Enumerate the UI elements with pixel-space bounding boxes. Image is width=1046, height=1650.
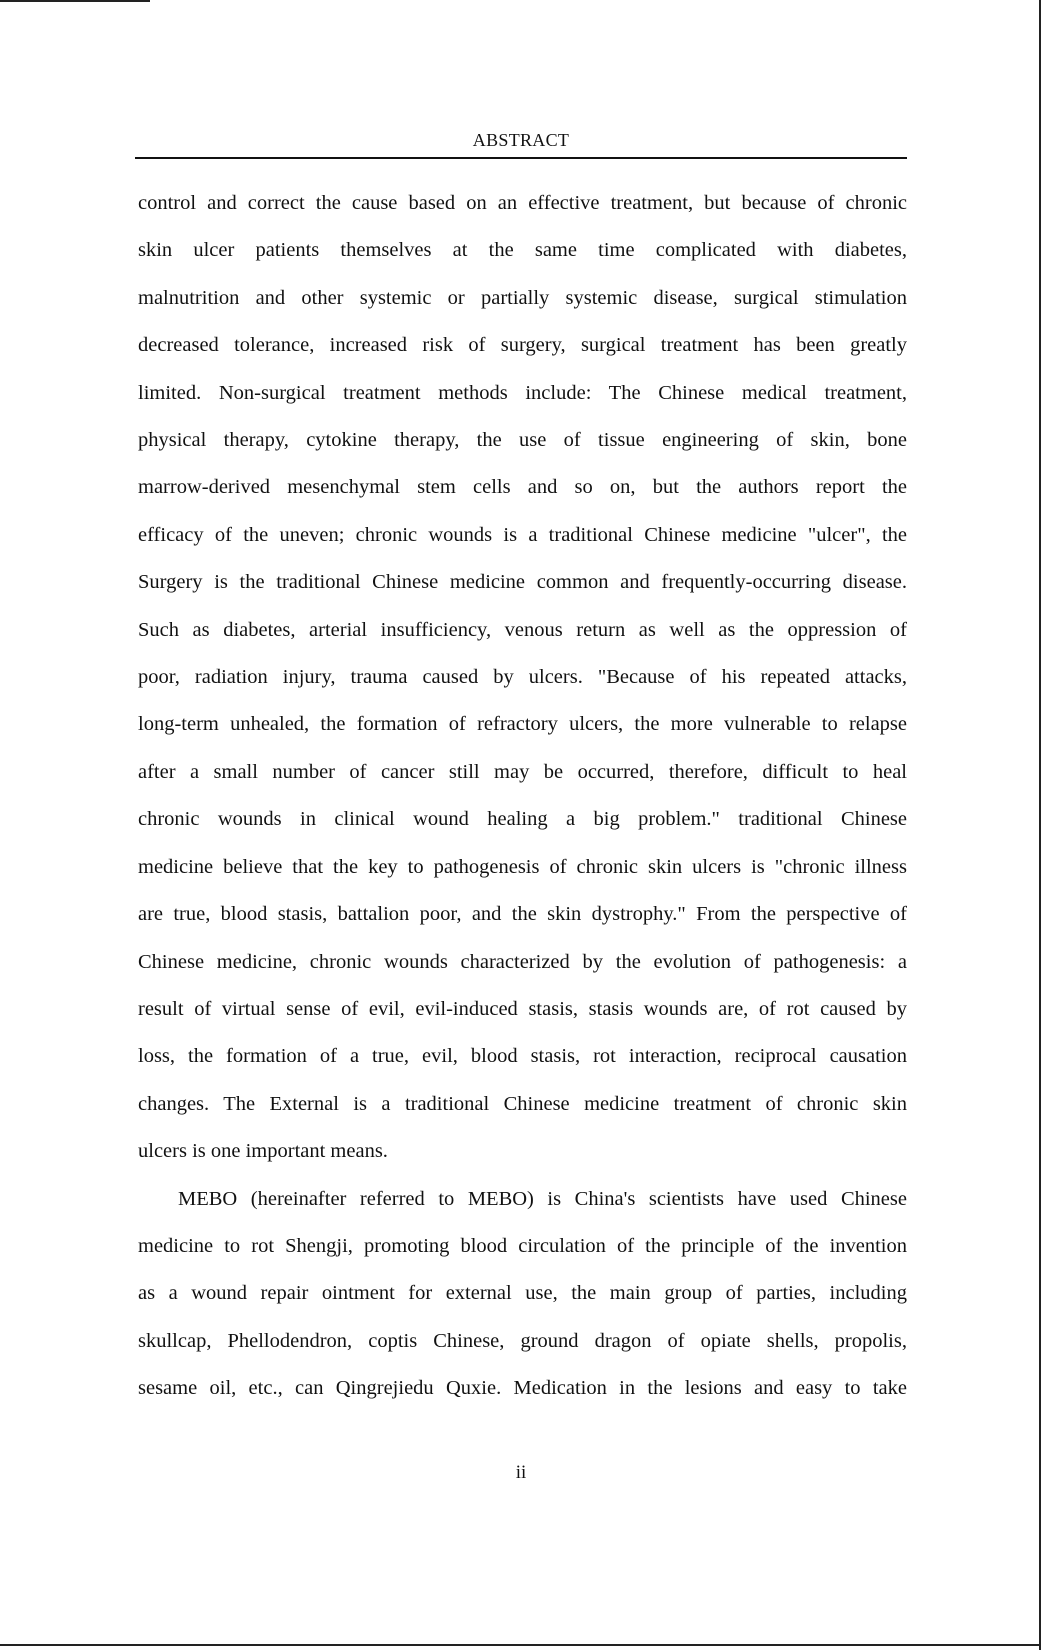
text-line: malnutrition and other systemic or partially systemic disease, surgical stimulation xyxy=(138,286,907,309)
text-line: decreased tolerance, increased risk of surgery, surgical treatment has been greatly xyxy=(138,334,907,357)
text-line: physical therapy, cytokine therapy, the use of tissue engineering of skin, bone xyxy=(138,429,907,452)
text-line: medicine to rot Shengji, promoting blood circulation of the principle of the invention xyxy=(138,1234,907,1257)
text-line: sesame oil, etc., can Qingrejiedu Quxie. Medication in the lesions and easy to take xyxy=(138,1377,907,1400)
text-line: efficacy of the uneven; chronic wounds is a traditional Chinese medicine "ulcer", the xyxy=(138,523,907,546)
text-line: result of virtual sense of evil, evil-induced stasis, stasis wounds are, of rot caused by xyxy=(138,997,907,1020)
text-line: as a wound repair ointment for external use, the main group of parties, including xyxy=(138,1282,907,1305)
text-line: medicine believe that the key to pathogenesis of chronic skin ulcers is "chronic illness xyxy=(138,855,907,878)
text-line: control and correct the cause based on an effective treatment, but because of chronic xyxy=(138,192,907,214)
running-header: ABSTRACT xyxy=(472,130,570,150)
text-line: loss, the formation of a true, evil, blood stasis, rot interaction, reciprocal causation xyxy=(138,1045,907,1068)
text-line: Chinese medicine, chronic wounds characterized by the evolution of pathogenesis: a xyxy=(138,950,907,973)
page-number: ii xyxy=(515,1462,527,1483)
scan-edge-right xyxy=(1039,0,1041,1650)
text-line: after a small number of cancer still may be occurred, therefore, difficult to heal xyxy=(138,760,907,783)
text-line: Surgery is the traditional Chinese medicine common and frequently-occurring disease. xyxy=(138,571,907,594)
text-line: skullcap, Phellodendron, coptis Chinese, ground dragon of opiate shells, propolis, xyxy=(138,1329,907,1352)
text-line: poor, radiation injury, trauma caused by ulcers. "Because of his repeated attacks, xyxy=(138,666,907,689)
scan-edge-top xyxy=(0,0,150,2)
body-text xyxy=(138,180,907,1413)
text-line: skin ulcer patients themselves at the same time complicated with diabetes, xyxy=(138,239,907,262)
scan-edge-bottom xyxy=(0,1644,1040,1646)
text-line: marrow-derived mesenchymal stem cells and so on, but the authors report the xyxy=(138,476,907,499)
text-line: long-term unhealed, the formation of refractory ulcers, the more vulnerable to relapse xyxy=(138,713,907,736)
text-line: ulcers is one important means. xyxy=(138,1140,388,1163)
header-rule xyxy=(135,157,907,159)
text-line: MEBO (hereinafter referred to MEBO) is China's scientists have used Chinese xyxy=(178,1187,907,1210)
text-line: limited. Non-surgical treatment methods include: The Chinese medical treatment, xyxy=(138,381,907,404)
text-line: changes. The External is a traditional Chinese medicine treatment of chronic skin xyxy=(138,1092,907,1115)
text-line: are true, blood stasis, battalion poor, and the skin dystrophy." From the perspective of xyxy=(138,903,907,926)
text-line: Such as diabetes, arterial insufficiency, venous return as well as the oppression of xyxy=(138,618,907,641)
text-line: chronic wounds in clinical wound healing a big problem." traditional Chinese xyxy=(138,808,907,831)
